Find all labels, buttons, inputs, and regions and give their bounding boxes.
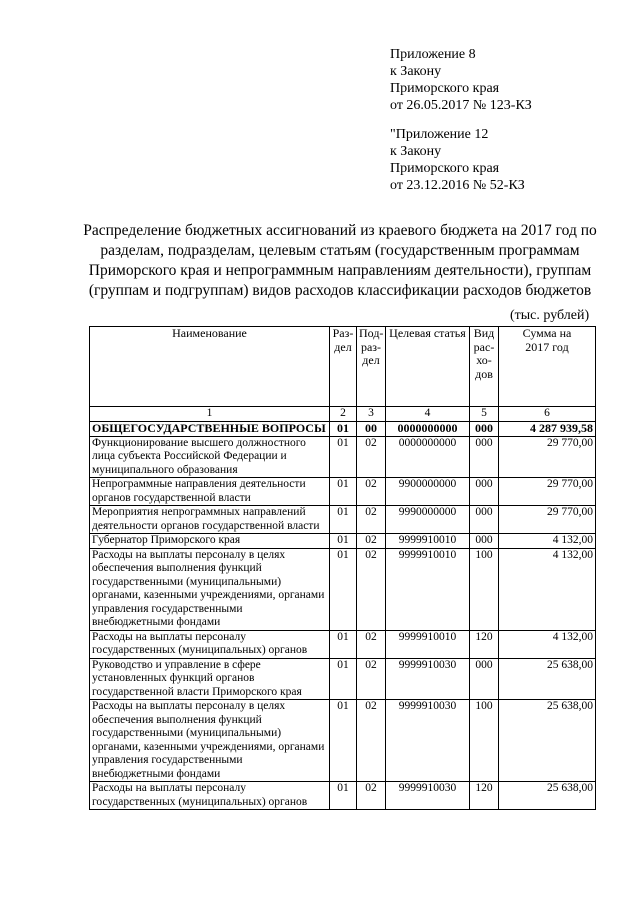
cell-sum: 29 770,00 [499,506,596,534]
cell-name: Расходы на выплаты персоналу в целях обеспечения выполнения функций государственными (муниципальными) органами, казенными учреждениями, органами управления государственными внебюджетными фондами [90,700,330,782]
cell-article: 9999910030 [386,700,470,782]
cell-article: 9999910030 [386,658,470,700]
column-header-sum: Сумма на 2017 год [499,327,596,407]
cell-razdel: 01 [330,548,357,630]
cell-sum: 25 638,00 [499,782,596,810]
column-header-name: Наименование [90,327,330,407]
cell-article: 9990000000 [386,506,470,534]
table-row [90,534,596,549]
cell-podrazdel: 02 [357,436,386,478]
cell-vid: 000 [470,506,499,534]
cell-vid: 100 [470,700,499,782]
cell-sum: 25 638,00 [499,700,596,782]
cell-article: 9999910010 [386,630,470,658]
column-number: 3 [357,407,386,422]
cell-razdel: 01 [330,422,357,437]
cell-vid: 000 [470,478,499,506]
cell-razdel: 01 [330,782,357,810]
cell-razdel: 01 [330,534,357,549]
cell-sum: 25 638,00 [499,658,596,700]
cell-name: Расходы на выплаты персоналу в целях обеспечения выполнения функций государственными (муниципальными) органами, казенными учреждениями, органами управления государственными внебюджетными фондами [90,548,330,630]
table-row [90,658,596,700]
cell-name: ОБЩЕГОСУДАРСТВЕННЫЕ ВОПРОСЫ [90,422,330,437]
cell-podrazdel: 02 [357,782,386,810]
cell-podrazdel: 02 [357,658,386,700]
column-number: 1 [90,407,330,422]
table-row [90,700,596,782]
cell-name: Расходы на выплаты персоналу государственных (муниципальных) органов [90,630,330,658]
table-row [90,436,596,478]
header-line: Приморского края [390,81,500,96]
cell-sum: 29 770,00 [499,436,596,478]
table-row [90,548,596,630]
document-title: Распределение бюджетных ассигнований из краевого бюджета на 2017 год по разделам, подразделам, целевым статьям (государственным программам Приморского края и непрограммным направлениям деятельности), группам (группам и подгруппам) видов расходов классификации расходов бюджетов [83,222,597,299]
cell-podrazdel: 02 [357,630,386,658]
column-header-podrazdel: Под- раз- дел [357,327,386,407]
header-line: к Закону [390,64,442,79]
table-row [90,478,596,506]
cell-vid: 000 [470,422,499,437]
cell-podrazdel: 02 [357,548,386,630]
cell-article: 9999910010 [386,534,470,549]
cell-article: 0000000000 [386,436,470,478]
cell-name: Расходы на выплаты персоналу государственных (муниципальных) органов [90,782,330,810]
header-line: "Приложение 12 [390,127,489,142]
cell-name: Губернатор Приморского края [90,534,330,549]
header-line: от 26.05.2017 № 123-КЗ [390,98,532,113]
cell-razdel: 01 [330,658,357,700]
column-number-row [90,407,596,422]
cell-sum: 4 132,00 [499,548,596,630]
cell-vid: 000 [470,658,499,700]
column-header-vid: Вид рас- хо- дов [470,327,499,407]
table-row [90,782,596,810]
cell-vid: 120 [470,630,499,658]
column-header-article: Целевая статья [386,327,470,407]
cell-vid: 000 [470,534,499,549]
column-header-razdel: Раз- дел [330,327,357,407]
cell-article: 0000000000 [386,422,470,437]
table-body [90,422,596,810]
budget-table [89,326,596,810]
cell-vid: 000 [470,436,499,478]
header-line: Приморского края [390,161,500,176]
cell-razdel: 01 [330,700,357,782]
appendix-header [390,46,532,194]
cell-podrazdel: 02 [357,534,386,549]
cell-podrazdel: 00 [357,422,386,437]
cell-name: Мероприятия непрограммных направлений деятельности органов государственной власти [90,506,330,534]
cell-podrazdel: 02 [357,506,386,534]
cell-podrazdel: 02 [357,478,386,506]
column-number: 4 [386,407,470,422]
cell-razdel: 01 [330,506,357,534]
cell-article: 9999910030 [386,782,470,810]
cell-name: Руководство и управление в сфере установленных функций органов государственной власти Приморского края [90,658,330,700]
header-line: к Закону [390,144,442,159]
table-row [90,506,596,534]
column-number: 6 [499,407,596,422]
cell-article: 9900000000 [386,478,470,506]
cell-name: Функционирование высшего должностного лица субъекта Российской Федерации и муниципального образования [90,436,330,478]
cell-razdel: 01 [330,478,357,506]
cell-sum: 4 132,00 [499,630,596,658]
cell-sum: 4 132,00 [499,534,596,549]
cell-vid: 120 [470,782,499,810]
cell-razdel: 01 [330,436,357,478]
units-label: (тыс. рублей) [510,308,590,323]
cell-vid: 100 [470,548,499,630]
appendix-8-block [390,46,532,114]
cell-name: Непрограммные направления деятельности органов государственной власти [90,478,330,506]
appendix-12-block [390,126,532,194]
cell-sum: 29 770,00 [499,478,596,506]
cell-razdel: 01 [330,630,357,658]
header-line: Приложение 8 [390,47,476,62]
cell-podrazdel: 02 [357,700,386,782]
cell-sum: 4 287 939,58 [499,422,596,437]
cell-article: 9999910010 [386,548,470,630]
column-number: 2 [330,407,357,422]
header-line: от 23.12.2016 № 52-КЗ [390,178,525,193]
table-row [90,630,596,658]
table-header-row [90,327,596,407]
table-row [90,422,596,437]
column-number: 5 [470,407,499,422]
